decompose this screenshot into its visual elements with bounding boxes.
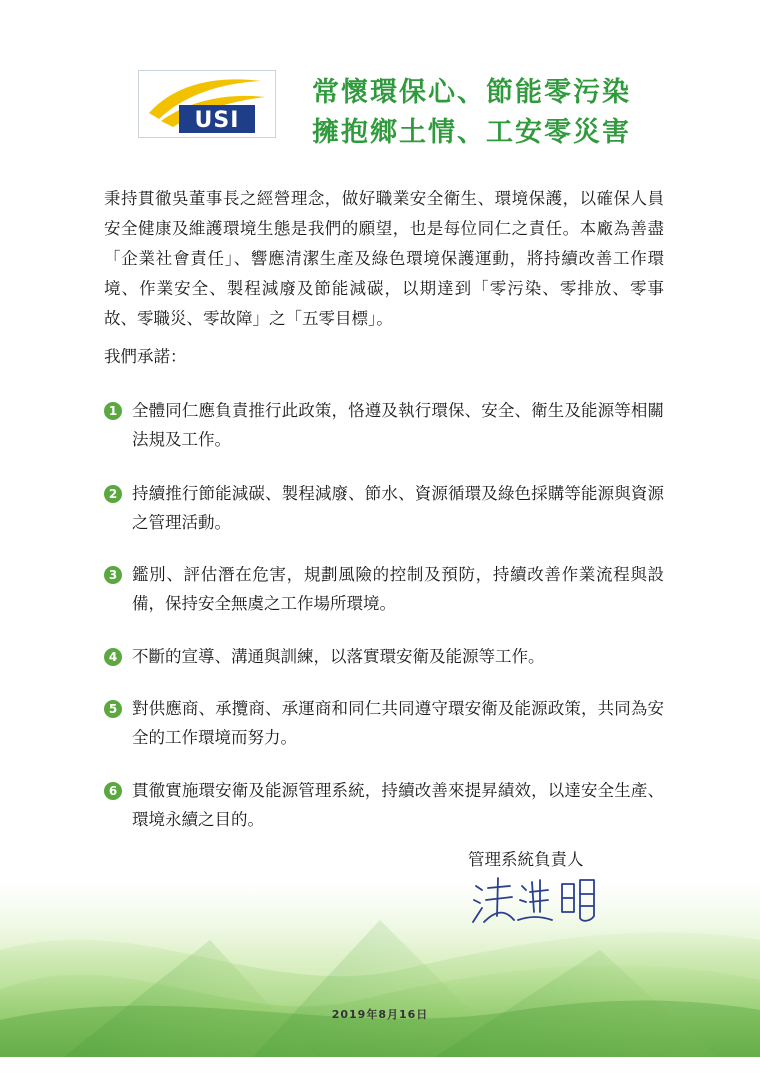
commitment-item (104, 694, 664, 752)
commitment-text: 鑑別、評估潛在危害，規劃風險的控制及預防，持續改善作業流程與設備，保持安全無虞之工作場所環境。 (132, 565, 664, 613)
commitment-text: 貫徹實施環安衛及能源管理系統，持續改善來提昇績效，以達安全生產、環境永續之目的。 (132, 781, 664, 829)
usi-logo-graphic (139, 71, 275, 137)
commitment-item (104, 479, 664, 537)
number-badge: 6 (104, 782, 122, 800)
number-badge: 1 (104, 402, 122, 420)
slogan-line-2: 擁抱鄉土情、工安零災害 (312, 117, 631, 148)
commitment-item (104, 776, 664, 834)
number-badge: 3 (104, 566, 122, 584)
commitment-text: 全體同仁應負責推行此政策，恪遵及執行環保、安全、衛生及能源等相關法規及工作。 (132, 401, 664, 449)
logo-text: USI (194, 108, 240, 133)
commitment-heading: 我們承諾： (104, 347, 187, 366)
commitment-item (104, 642, 664, 671)
intro-paragraph: 秉持貫徹吳董事長之經營理念，做好職業安全衛生、環境保護，以確保人員安全健康及維護環境生態是我們的願望，也是每位同仁之責任。本廠為善盡「企業社會責任」、響應清潔生產及綠色環境保護運動，將持續改善工作環境、作業安全、製程減廢及節能減碳，以期達到「零污染、零排放、零事故、零職災、零故障」之「五零目標」。 (104, 189, 664, 328)
handwritten-signature (470, 872, 600, 934)
document-date: 2019年8月16日 (331, 1008, 429, 1021)
commitment-text: 不斷的宣導、溝通與訓練，以落實環安衛及能源等工作。 (132, 647, 545, 666)
commitment-item (104, 396, 664, 454)
usi-logo (138, 70, 276, 138)
slogan-line-1: 常懷環保心、節能零污染 (312, 77, 631, 108)
page-bottom-margin (0, 1057, 760, 1077)
number-badge: 4 (104, 648, 122, 666)
number-badge: 5 (104, 700, 122, 718)
commitment-item (104, 560, 664, 618)
commitment-text: 對供應商、承攬商、承運商和同仁共同遵守環安衛及能源政策，共同為安全的工作環境而努力。 (132, 699, 664, 747)
signature-graphic (470, 872, 600, 930)
commitment-text: 持續推行節能減碳、製程減廢、節水、資源循環及綠色採購等能源與資源之管理活動。 (132, 484, 664, 532)
number-badge: 2 (104, 485, 122, 503)
signatory-title: 管理系統負責人 (468, 850, 584, 869)
green-wave-footer-decoration (0, 880, 760, 1060)
